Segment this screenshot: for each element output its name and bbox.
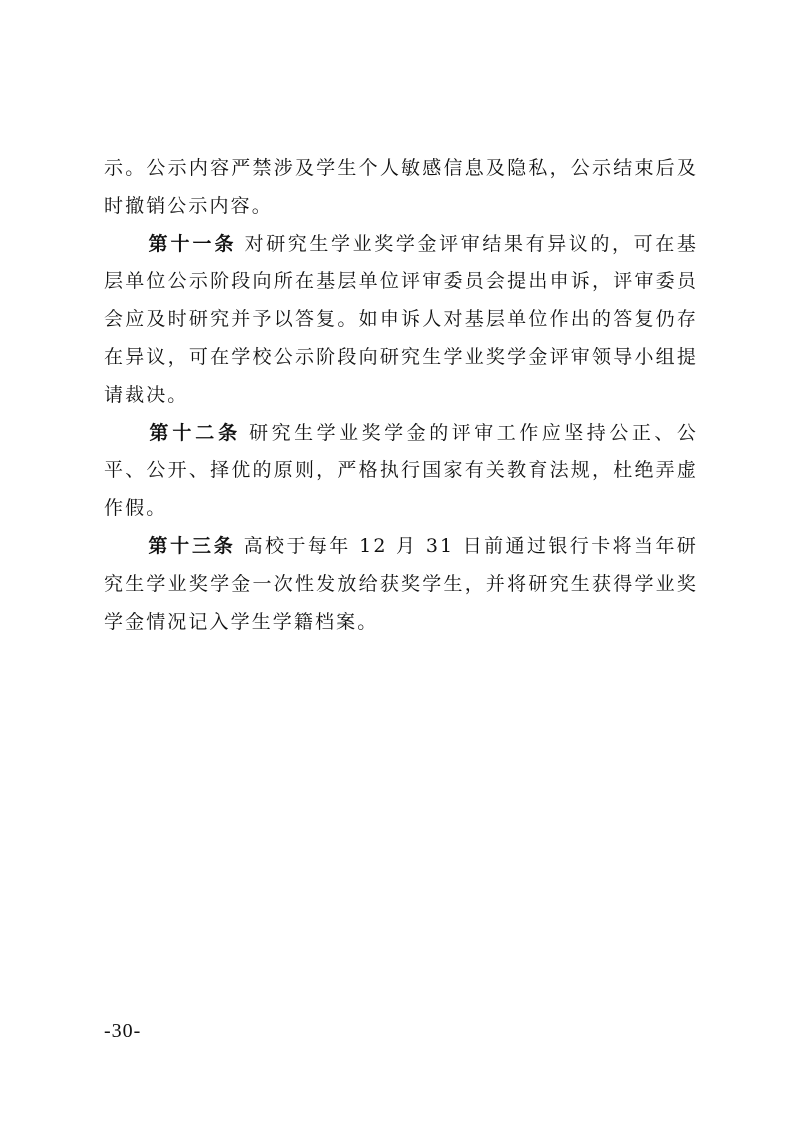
article-heading: 第十三条 <box>148 534 236 557</box>
article-11 <box>104 226 698 415</box>
article-heading: 第十一条 <box>148 232 237 255</box>
article-text: 研究生学业奖学金的评审工作应坚持公正、公平、公开、择优的原则，严格执行国家有关教育法规，杜绝弄虚作假。 <box>104 421 698 520</box>
document-body <box>104 150 698 641</box>
article-12 <box>104 415 698 528</box>
article-heading: 第十二条 <box>148 421 242 444</box>
article-text: 高校于每年 12 月 31 日前通过银行卡将当年研究生学业奖学金一次性发放给获奖学生，并将研究生获得学业奖学金情况记入学生学籍档案。 <box>104 534 698 633</box>
paragraph-continuation <box>104 150 698 226</box>
page-number: -30- <box>104 1020 142 1042</box>
article-text: 对研究生学业奖学金评审结果有异议的，可在基层单位公示阶段向所在基层单位评审委员会提出申诉，评审委员会应及时研究并予以答复。如申诉人对基层单位作出的答复仍存在异议，可在学校公示阶段向研究生学业奖学金评审领导小组提请裁决。 <box>104 232 698 406</box>
paragraph-text: 示。公示内容严禁涉及学生个人敏感信息及隐私，公示结束后及时撤销公示内容。 <box>104 157 698 217</box>
article-13 <box>104 528 698 641</box>
